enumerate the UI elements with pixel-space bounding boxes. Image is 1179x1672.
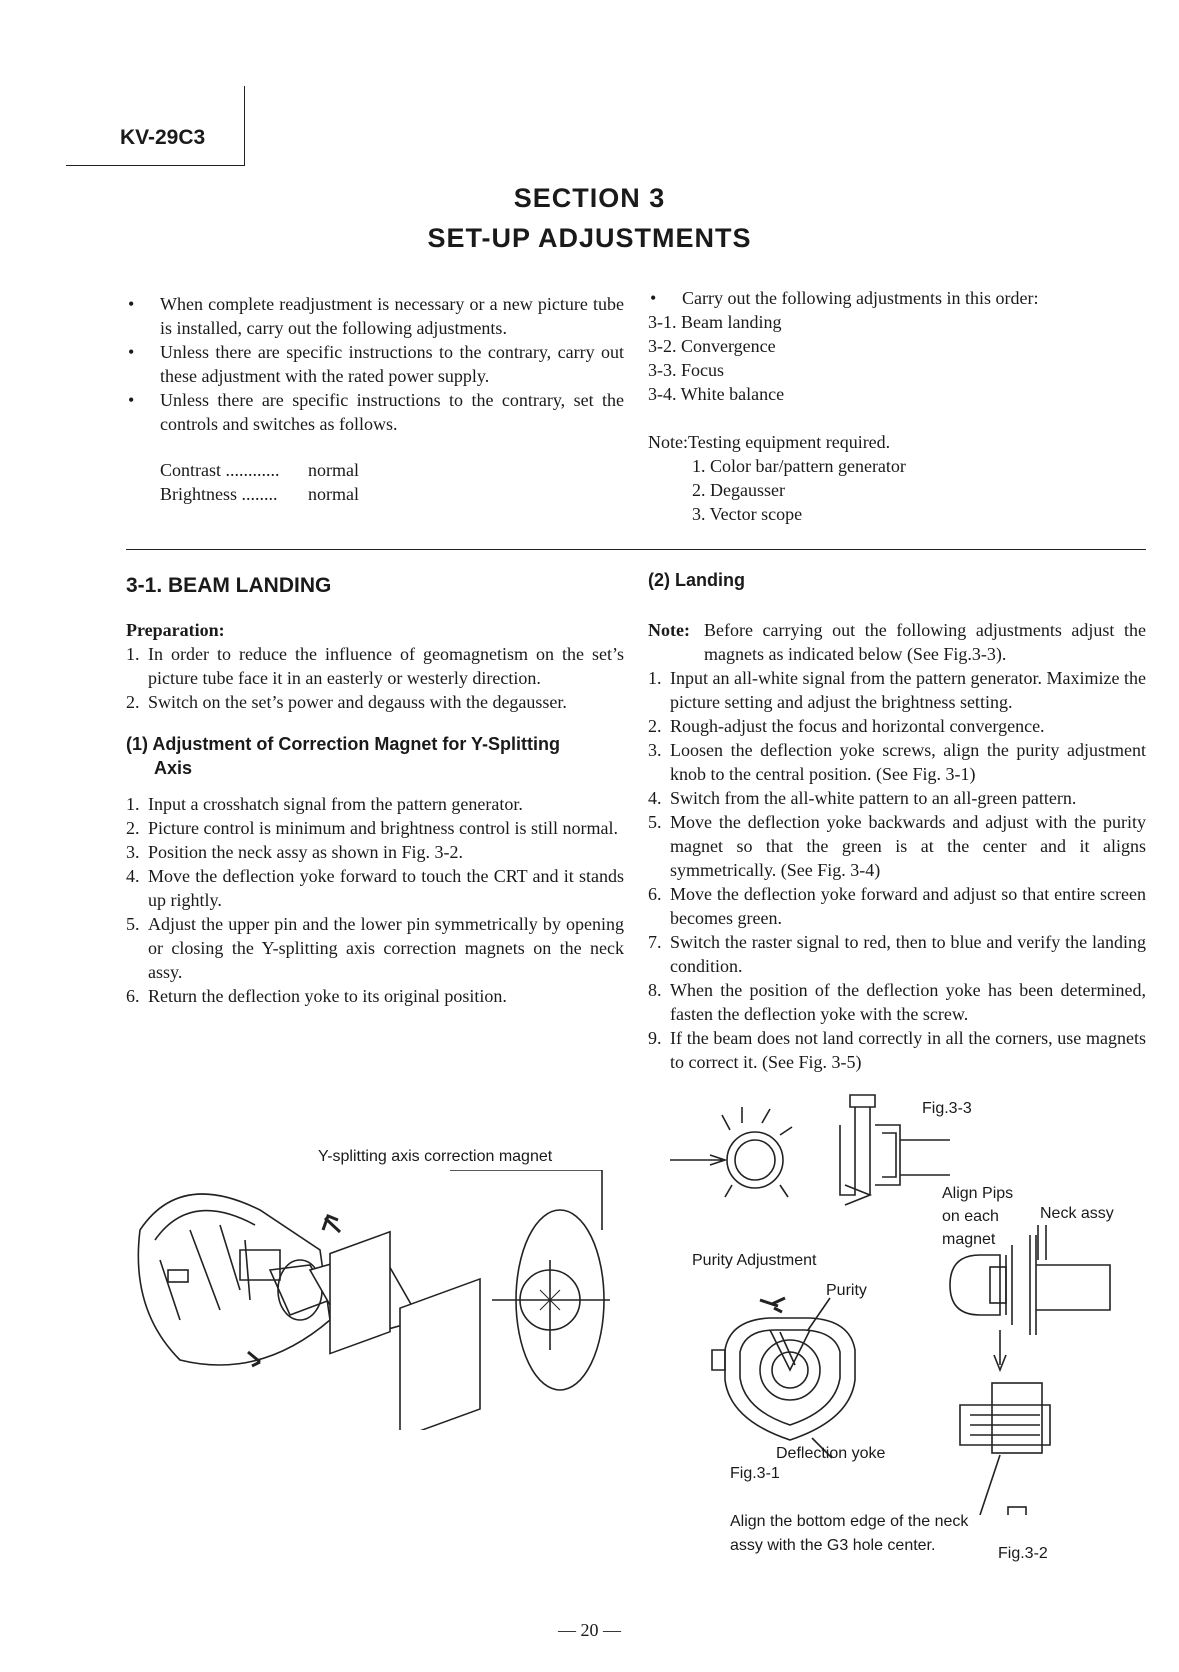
landing-title: (2) Landing (648, 570, 745, 590)
landing-note-label: Note: (648, 620, 690, 640)
section-divider (126, 549, 1146, 550)
beam-landing-title: 3-1. BEAM LANDING (126, 574, 332, 597)
fig3-1-purity-illustration (700, 1290, 880, 1470)
setting-value: normal (308, 484, 359, 504)
model-number: KV-29C3 (120, 126, 206, 149)
equipment-item: 3. Vector scope (692, 504, 803, 524)
setting-name: Brightness ........ (160, 484, 278, 504)
landing-step: 3. Loosen the deflection yoke screws, align the purity adjustment knob to the central position. (See Fig. 3-1) (648, 740, 1146, 784)
section-number: SECTION 3 (513, 183, 666, 213)
landing-step: 5. Move the deflection yoke backwards and adjust with the purity magnet so that the green is at the center and it aligns symmetrically. (See Fig. 3-4) (648, 812, 1146, 880)
align-bottom-label (730, 1510, 968, 1558)
order-item: 3-4. White balance (648, 384, 785, 404)
y-split-magnet-label: Y-splitting axis correction magnet (318, 1148, 553, 1165)
y-split-title-line: (1) Adjustment of Correction Magnet for Y-Splitting (126, 734, 560, 754)
fig3-2-label: Fig.3-2 (998, 1545, 1048, 1562)
beam-landing-body (126, 618, 624, 1008)
page-number: — 20 — (558, 1620, 621, 1640)
align-pips-line: on each (942, 1208, 999, 1225)
y-split-step: 6. Return the deflection yoke to its original position. (126, 986, 507, 1006)
setting-row (160, 482, 624, 506)
fig3-1-label: Fig.3-1 (730, 1465, 780, 1482)
landing-step: 6. Move the deflection yoke forward and adjust so that entire screen becomes green. (648, 884, 1146, 928)
setting-value: normal (308, 460, 359, 480)
landing-step: 8. When the position of the deflection yoke has been determined, fasten the deflection yoke with the screw. (648, 980, 1146, 1024)
align-pips-line: magnet (942, 1231, 996, 1248)
equipment-item: 2. Degausser (692, 480, 785, 500)
purity-adjustment-label: Purity Adjustment (692, 1252, 817, 1269)
landing-step: 2. Rough-adjust the focus and horizontal convergence. (648, 716, 1045, 736)
prep-step: 2. Switch on the set’s power and degauss with the degausser. (126, 692, 567, 712)
deflection-yoke-label: Deflection yoke (776, 1445, 886, 1462)
landing-step: 4. Switch from the all-white pattern to an all-green pattern. (648, 788, 1077, 808)
y-split-step: 3. Position the neck assy as shown in Fig. 3-2. (126, 842, 463, 862)
purity-label: Purity (826, 1282, 867, 1299)
header-divider-vertical (244, 86, 245, 166)
prep-step: 1. In order to reduce the influence of geomagnetism on the set’s picture tube face it in an easterly or westerly direction. (126, 644, 624, 688)
intro-bullet: • When complete readjustment is necessary or a new picture tube is installed, carry out the following adjustments. (126, 292, 624, 340)
preparation-title: Preparation: (126, 620, 225, 640)
y-split-step: 4. Move the deflection yoke forward to touch the CRT and it stands up rightly. (126, 866, 624, 910)
y-split-step: 1. Input a crosshatch signal from the pattern generator. (126, 794, 523, 814)
align-pips-line: Align Pips (942, 1185, 1014, 1202)
y-split-step: 5. Adjust the upper pin and the lower pin symmetrically by opening or closing the Y-splitting axis correction magnets on the neck assy. (126, 914, 624, 982)
settings-list (126, 458, 624, 506)
intro-right (648, 286, 1148, 526)
landing-step: 7. Switch the raster signal to red, then to blue and verify the landing condition. (648, 932, 1146, 976)
equipment-item: 1. Color bar/pattern generator (692, 456, 906, 476)
landing-note (648, 618, 1146, 666)
neck-assy-label: Neck assy (1040, 1205, 1114, 1222)
landing-step: 1. Input an all-white signal from the pattern generator. Maximize the picture setting and adjust the brightness setting. (648, 668, 1146, 712)
header-divider-horizontal (66, 165, 245, 166)
fig3-3-label: Fig.3-3 (922, 1100, 972, 1117)
landing-step: 9. If the beam does not land correctly in all the corners, use magnets to correct it. (See Fig. 3-5) (648, 1028, 1146, 1072)
y-split-title (126, 732, 624, 780)
y-split-step: 2. Picture control is minimum and brightness control is still normal. (126, 818, 618, 838)
order-intro: • Carry out the following adjustments in this order: (650, 288, 1039, 308)
setting-row (160, 458, 624, 482)
intro-bullet: • Unless there are specific instructions to the contrary, set the controls and switches as follows. (126, 388, 624, 436)
section-title: SET-UP ADJUSTMENTS (427, 223, 752, 253)
order-item: 3-1. Beam landing (648, 312, 782, 332)
align-bottom-line: Align the bottom edge of the neck (730, 1513, 969, 1530)
intro-bullet: • Unless there are specific instructions to the contrary, carry out these adjustment with the rated power supply. (126, 340, 624, 388)
fig3-2-neck-assy-illustration (940, 1215, 1120, 1515)
note-title: Note:Testing equipment required. (648, 432, 891, 452)
landing-note-text: Before carrying out the following adjustments adjust the magnets as indicated below (See Fig.3-3). (704, 620, 1146, 664)
align-bottom-line: assy with the G3 hole center. (730, 1537, 936, 1554)
crt-neck-illustration (120, 1170, 640, 1430)
setting-name: Contrast ............ (160, 460, 280, 480)
y-split-title-line: Axis (154, 758, 193, 778)
order-item: 3-3. Focus (648, 360, 724, 380)
landing-body (648, 618, 1146, 1074)
intro-left (126, 292, 624, 506)
order-intro-text: Carry out the following adjustments in this order: (682, 288, 1039, 308)
order-item: 3-2. Convergence (648, 336, 776, 356)
